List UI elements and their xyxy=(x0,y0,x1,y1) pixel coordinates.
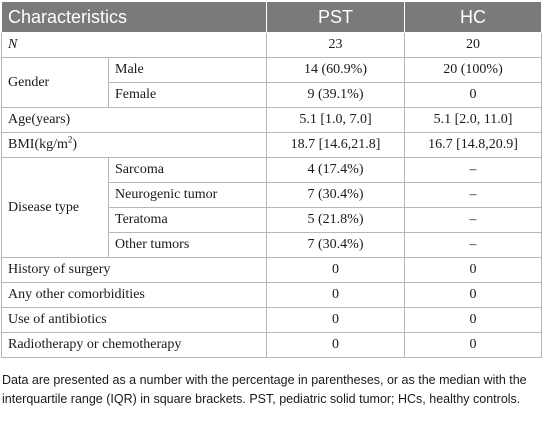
table-row xyxy=(2,333,542,358)
sub-label: Teratoma xyxy=(109,208,267,233)
hc-value: 20 (100%) xyxy=(405,58,542,83)
pst-value: 0 xyxy=(267,258,405,283)
hc-value: 0 xyxy=(405,83,542,108)
row-label: Age(years) xyxy=(2,108,267,133)
sub-label: Male xyxy=(109,58,267,83)
sub-label: Sarcoma xyxy=(109,158,267,183)
pst-value: 4 (17.4%) xyxy=(267,158,405,183)
pst-value: 5 (21.8%) xyxy=(267,208,405,233)
table-row xyxy=(2,308,542,333)
hc-value: – xyxy=(405,233,542,258)
row-label: Use of antibiotics xyxy=(2,308,267,333)
hc-value: 20 xyxy=(405,33,542,58)
group-label: Gender xyxy=(2,58,109,108)
characteristics-table xyxy=(1,1,542,358)
hc-value: – xyxy=(405,183,542,208)
hc-value: 5.1 [2.0, 11.0] xyxy=(405,108,542,133)
pst-value: 0 xyxy=(267,308,405,333)
table-row xyxy=(2,258,542,283)
pst-value: 7 (30.4%) xyxy=(267,233,405,258)
table-row xyxy=(2,58,542,83)
table-row xyxy=(2,108,542,133)
row-label: Any other comorbidities xyxy=(2,283,267,308)
sub-label: Neurogenic tumor xyxy=(109,183,267,208)
row-label: N xyxy=(2,33,267,58)
header-pst: PST xyxy=(267,2,405,33)
header-hc: HC xyxy=(405,2,542,33)
pst-value: 7 (30.4%) xyxy=(267,183,405,208)
pst-value: 0 xyxy=(267,333,405,358)
row-label: Radiotherapy or chemotherapy xyxy=(2,333,267,358)
row-label-bmi xyxy=(2,133,267,158)
sub-label: Female xyxy=(109,83,267,108)
bmi-label-end: ) xyxy=(72,137,78,152)
hc-value: 0 xyxy=(405,258,542,283)
table-row xyxy=(2,283,542,308)
pst-value: 5.1 [1.0, 7.0] xyxy=(267,108,405,133)
pst-value: 9 (39.1%) xyxy=(267,83,405,108)
bmi-label: BMI(kg/m xyxy=(8,137,68,152)
table-footnote: Data are presented as a number with the percentage in parentheses, or as the median with the interquartile range (IQR) in square brackets. PST, pediatric solid tumor; HCs, healthy controls. xyxy=(2,373,527,406)
sub-label: Other tumors xyxy=(109,233,267,258)
hc-value: 16.7 [14.8,20.9] xyxy=(405,133,542,158)
pst-value: 14 (60.9%) xyxy=(267,58,405,83)
hc-value: 0 xyxy=(405,283,542,308)
pst-value: 18.7 [14.6,21.8] xyxy=(267,133,405,158)
hc-value: 0 xyxy=(405,308,542,333)
hc-value: – xyxy=(405,158,542,183)
hc-value: 0 xyxy=(405,333,542,358)
pst-value: 23 xyxy=(267,33,405,58)
hc-value: – xyxy=(405,208,542,233)
row-label: History of surgery xyxy=(2,258,267,283)
header-characteristics: Characteristics xyxy=(2,2,267,33)
bmi-superscript: 2 xyxy=(67,134,73,145)
group-label: Disease type xyxy=(2,158,109,258)
header-row xyxy=(2,2,542,33)
pst-value: 0 xyxy=(267,283,405,308)
table-row xyxy=(2,158,542,183)
table-row xyxy=(2,133,542,158)
table-row xyxy=(2,33,542,58)
